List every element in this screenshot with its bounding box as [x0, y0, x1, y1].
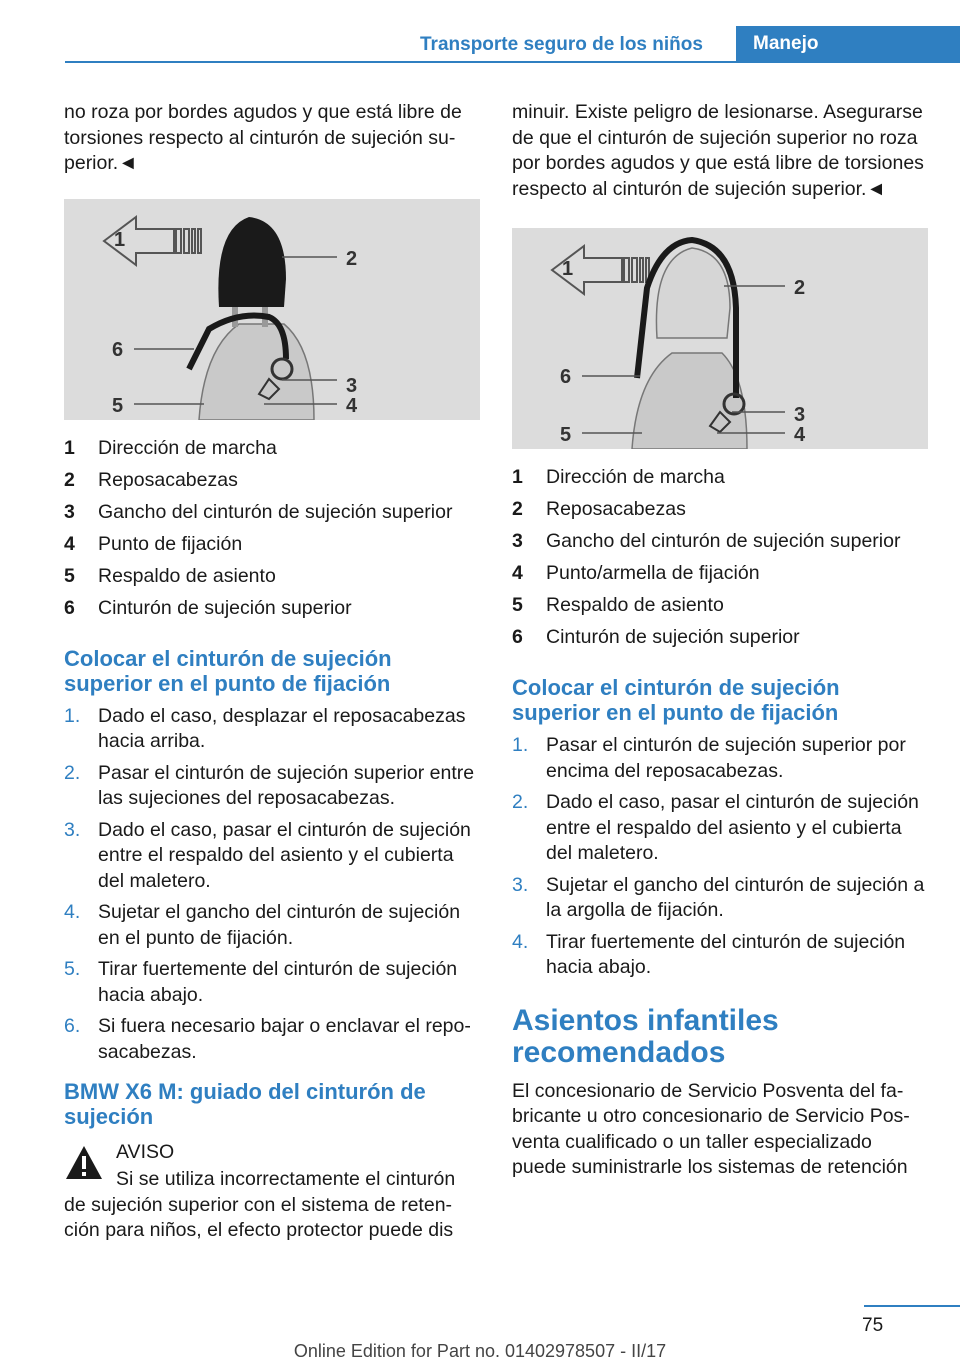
legend-num: 1 [512, 466, 523, 488]
fig-label-4: 4 [794, 424, 806, 446]
legend-item [64, 464, 480, 496]
chapter-tab: Manejo [736, 26, 960, 62]
fig-label-6: 6 [560, 366, 572, 388]
legend-num: 4 [64, 532, 75, 555]
headrest-tether-over-illustration [512, 228, 928, 449]
right-intro: minuir. Existe peligro de lesionarse. Asegurarse de que el cinturón de sujeción superior no roza por bordes agudos y que está libre de torsiones respecto al cinturón de sujeción superior.◄ [512, 101, 924, 200]
legend-num: 1 [64, 436, 75, 459]
left-heading-x6m: BMW X6 M: guiado del cinturón de sujeción [64, 1079, 426, 1129]
legend-num: 4 [512, 562, 523, 584]
warning-icon [64, 1143, 104, 1183]
right-figure [512, 228, 928, 449]
legend-num: 3 [64, 500, 75, 523]
left-intro: no roza por bordes agudos y que está libre de torsiones respecto al cinturón de sujeción superior.◄ [64, 101, 462, 174]
legend-item [512, 525, 928, 557]
fig-label-5: 5 [112, 394, 124, 417]
legend-text: Reposacabezas [98, 468, 238, 491]
step-text: Tirar fuertemente del cinturón de sujeción hacia abajo. [546, 930, 906, 978]
step-text: Sujetar el gancho del cinturón de sujeción en el punto de fijación. [98, 901, 461, 949]
fig-label-3: 3 [794, 404, 806, 426]
warning-block [64, 1137, 480, 1244]
legend-text: Punto de fijación [98, 532, 243, 555]
step-item [512, 733, 928, 784]
seat-back-shape [199, 324, 314, 420]
seat-back-shape [632, 353, 747, 449]
step-num: 4. [64, 901, 81, 923]
step-num: 5. [64, 958, 81, 980]
legend-item [64, 560, 480, 592]
step-item [512, 790, 928, 867]
step-item [64, 704, 480, 755]
step-text: Sujetar el gancho del cinturón de sujeción a la argolla de fijación. [546, 873, 925, 921]
legend-num: 2 [64, 468, 75, 491]
step-num: 2. [64, 761, 81, 784]
legend-item [512, 621, 928, 653]
section-title: Transporte seguro de los niños [420, 34, 703, 55]
step-num: 1. [64, 704, 81, 727]
right-paragraph: El concesionario de Servicio Posventa del fabricante u otro concesionario de Servicio Posventa cualificado o un taller especializado puede suministrarle los sistemas de retención [512, 1079, 910, 1178]
fig-label-1: 1 [562, 258, 574, 280]
legend-item [512, 557, 928, 589]
right-legend [512, 461, 928, 653]
legend-num: 6 [512, 626, 523, 648]
legend-item [512, 461, 928, 493]
warning-line: Si se utiliza incorrectamente el cinturón [116, 1168, 456, 1190]
header-rule [65, 61, 960, 63]
step-num: 3. [64, 818, 81, 841]
legend-num: 5 [512, 594, 523, 616]
headrest-shape [218, 217, 286, 307]
legend-text: Punto/armella de fijación [546, 562, 760, 584]
right-heading-seats: Asientos infantiles recomendados [512, 1003, 779, 1069]
step-text: Tirar fuertemente del cinturón de sujeción hacia abajo. [98, 958, 458, 1006]
right-column [512, 100, 928, 1181]
legend-text: Gancho del cinturón de sujeción superior [546, 530, 901, 552]
left-column [64, 100, 480, 1244]
left-heading-attach: Colocar el cinturón de sujeción superior en el punto de fijación [64, 645, 392, 696]
right-heading-attach: Colocar el cinturón de sujeción superior en el punto de fijación [512, 675, 840, 725]
legend-text: Cinturón de sujeción superior [98, 596, 352, 619]
headrest-shape [656, 248, 730, 338]
step-item [64, 900, 480, 951]
page-number: 75 [862, 1315, 884, 1336]
step-text: Dado el caso, desplazar el reposacabezas hacia arriba. [98, 704, 466, 752]
legend-item [64, 496, 480, 528]
step-num: 1. [512, 734, 529, 756]
fig-label-5: 5 [560, 424, 572, 446]
step-item [64, 1014, 480, 1065]
step-text: Dado el caso, pasar el cinturón de sujeción entre el respaldo del asiento y el cubierta del maletero. [546, 791, 919, 864]
legend-num: 2 [512, 498, 523, 520]
step-item [512, 873, 928, 924]
fig-label-1: 1 [114, 228, 126, 251]
step-text: Pasar el cinturón de sujeción superior por encima del reposacabezas. [546, 734, 906, 782]
step-num: 2. [512, 791, 529, 813]
right-steps [512, 733, 928, 981]
step-text: Pasar el cinturón de sujeción superior entre las sujeciones del reposacabezas. [98, 761, 475, 809]
legend-text: Reposacabezas [546, 498, 686, 520]
legend-item [512, 493, 928, 525]
left-legend [64, 432, 480, 624]
step-text: Si fuera necesario bajar o enclavar el reposacabezas. [98, 1015, 471, 1063]
footer-rule [864, 1305, 960, 1307]
left-figure [64, 199, 480, 420]
warning-text: de sujeción superior con el sistema de retención para niños, el efecto protector puede dis [64, 1193, 454, 1241]
fig-label-4: 4 [346, 394, 358, 417]
fig-label-2: 2 [794, 277, 806, 299]
legend-text: Gancho del cinturón de sujeción superior [98, 500, 453, 523]
step-item [64, 818, 480, 895]
legend-item [64, 528, 480, 560]
legend-num: 3 [512, 530, 523, 552]
legend-text: Respaldo de asiento [98, 564, 276, 587]
legend-item [64, 592, 480, 624]
legend-item [512, 589, 928, 621]
legend-text: Cinturón de sujeción superior [546, 626, 800, 648]
legend-text: Dirección de marcha [98, 436, 277, 459]
step-num: 6. [64, 1015, 81, 1037]
legend-text: Respaldo de asiento [546, 594, 724, 616]
step-item [64, 761, 480, 812]
headrest-tether-illustration [64, 199, 480, 420]
fig-label-3: 3 [346, 374, 358, 397]
legend-item [64, 432, 480, 464]
legend-text: Dirección de marcha [546, 466, 725, 488]
step-num: 4. [512, 930, 529, 953]
legend-num: 5 [64, 564, 75, 587]
step-num: 3. [512, 873, 529, 896]
step-item [64, 957, 480, 1008]
left-steps [64, 704, 480, 1066]
warning-title: AVISO [116, 1141, 175, 1163]
edition-footer: Online Edition for Part no. 01402978507 - II/17 [293, 1341, 667, 1361]
step-text: Dado el caso, pasar el cinturón de sujeción entre el respaldo del asiento y el cubierta del maletero. [98, 818, 471, 892]
fig-label-6: 6 [112, 338, 124, 361]
legend-num: 6 [64, 596, 75, 619]
step-item [512, 930, 928, 981]
fig-label-2: 2 [346, 247, 358, 270]
